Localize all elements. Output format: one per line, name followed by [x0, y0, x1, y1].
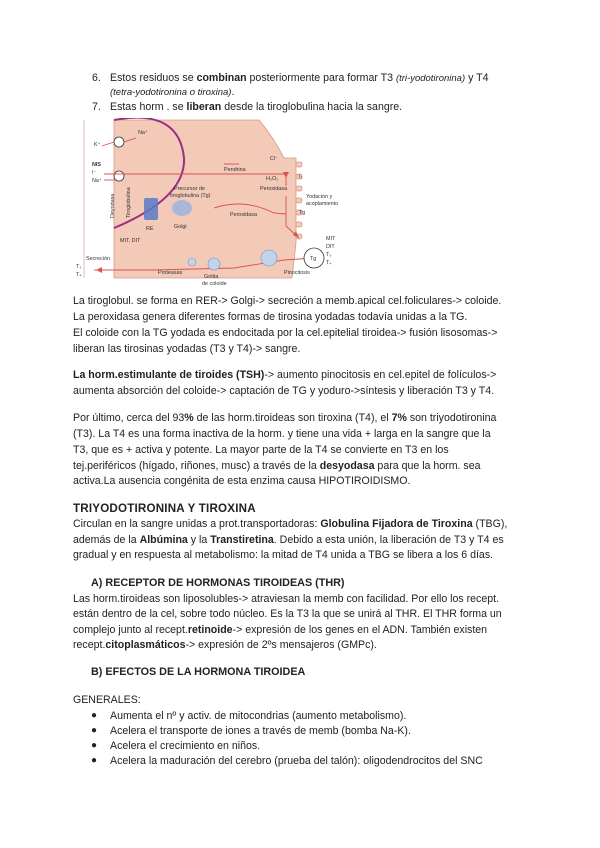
label-pendrina: Pendrina [224, 167, 246, 173]
label-acoplamiento: acoplamiento [306, 201, 339, 207]
bullet-icon: ● [91, 740, 98, 751]
label-golgi: Golgi [174, 224, 187, 230]
label-secrecion: Secreción [86, 256, 110, 262]
subsection-a-title: A) RECEPTOR DE HORMONAS TIROIDEAS (THR) [91, 577, 345, 589]
label-pinocitosis: Pinocitosis [284, 270, 310, 276]
section-line3: gradual y en respuesta al metabolismo: la mitad de T4 unida a TBG se libera a los 6 días. [73, 549, 494, 561]
section-line1: Circulan en la sangre unidas a prot.transportadoras: Globulina Fijadora de Tiroxina (TBG), [73, 518, 508, 530]
label-re: RE [146, 226, 154, 232]
na-k-pump-icon [114, 137, 124, 147]
label-mit: MIT [326, 236, 336, 242]
generales-label: GENERALES: [73, 694, 141, 706]
label-peroxidasa: Peroxidasa [260, 186, 287, 192]
section-title: TRIYODOTIRONINA Y TIROXINA [73, 502, 256, 515]
label-coloide: de coloide [202, 281, 227, 287]
para3-line5: activa.La ausencia congénita de esta enzima causa HIPOTIROIDISMO. [73, 475, 411, 487]
effect-item-2: Acelera el transporte de iones a través de memb (bomba Na-K). [110, 725, 411, 737]
label-t3: T₃ [76, 264, 82, 270]
effect-item-4: Acelera la maduración del cerebro (prueba del talón): oligodendrocitos del SNC [110, 755, 483, 767]
subsection-a-line3: complejo junto al recept.retinoide-> expresión de los genes en el ADN. También existen [73, 624, 488, 636]
para1-line1: La tiroglobul. se forma en RER-> Golgi-> secreción a memb.apical cel.foliculares-> coloide. [73, 295, 502, 307]
list-item-7: Estas horm . se liberan desde la tiroglobulina hacia la sangre. [110, 101, 403, 113]
re-organelle-icon [144, 198, 158, 220]
para3-line4: tej.periféricos (hígado, riñones, musc) a través de la desyodasa para que la horm. sea [73, 460, 481, 472]
label-t3-right: T₃ [326, 252, 332, 258]
label-mit-dit: MIT, DIT [120, 238, 141, 244]
thyroid-follicle-diagram [74, 118, 354, 290]
subsection-a-line2: están dentro de la cel, sobre todo núcleo. Es la T3 la que se unirá al THR. El THR forma un [73, 608, 502, 620]
para1-line4: liberan las tirosinas yodadas (T3 y T4)-> sangre. [73, 343, 301, 355]
label-precursor: Precursor de [174, 186, 205, 192]
label-t4-right: T₄ [326, 260, 332, 266]
effect-item-1: Aumenta el nº y activ. de mitocondrias (aumento metabolismo). [110, 710, 407, 722]
para3-line2: (T3). La T4 es una forma inactiva de la horm. y tiene una vida + larga en la sangre que la [73, 428, 491, 440]
section-line2: además de la Albúmina y la Transtiretina. Debido a esta unión, la liberación de T3 y T4 es [73, 534, 504, 546]
label-proteasas: Proteasas [158, 270, 183, 276]
para2-line1: La horm.estimulante de tiroides (TSH)-> aumento pinocitosis en cel.epitel de folículos-> [73, 369, 497, 381]
subsection-a-line4: recept.citoplasmáticos-> expresión de 2ºs mensajeros (GMPc). [73, 639, 377, 651]
label-na: Na⁺ [138, 130, 148, 136]
para3-line1: Por último, cerca del 93% de las horm.tiroideas son tiroxina (T4), el 7% son triyodotironina [73, 412, 497, 424]
list-item-6: Estos residuos se combinan posteriormente para formar T3 (tri-yodotironina) y T4 [110, 72, 489, 84]
list-number-7: 7. [92, 101, 101, 113]
label-na2: Na⁺ [92, 178, 102, 184]
label-nis: NIS [92, 162, 101, 168]
bullet-icon: ● [91, 755, 98, 766]
bullet-icon: ● [91, 725, 98, 736]
label-t4: T₄ [76, 272, 82, 278]
label-yodacion: Yodación y [306, 194, 333, 200]
label-deyodasa: Deyodasa [110, 193, 116, 218]
label-i2: I₂ [299, 174, 303, 180]
label-cl: Cl⁻ [270, 156, 278, 162]
list-item-6-continuation: (tetra-yodotironina o tiroxina). [110, 86, 235, 98]
bullet-icon: ● [91, 710, 98, 721]
label-tg: Tg [299, 210, 306, 216]
para3-line3: T3, que es + activa y potente. La mayor parte de la T4 se convierte en T3 en los [73, 444, 449, 456]
diagram-svg [74, 118, 354, 290]
label-peroxidasa2: Peroxidasa [230, 212, 257, 218]
para1-line3: El coloide con la TG yodada es endocitada por la cel.epitelial tiroidea-> fusión lisosomas-> [73, 327, 498, 339]
label-dit: DIT [326, 244, 335, 250]
golgi-organelle-icon [172, 200, 192, 216]
list-number-6: 6. [92, 72, 101, 84]
subsection-b-title: B) EFECTOS DE LA HORMONA TIROIDEA [91, 666, 306, 678]
label-gotita: Gotita [204, 274, 219, 280]
subsection-a-line1: Las horm.tiroideas son liposolubles-> atraviesan la memb con facilidad. Por ello los recept. [73, 593, 500, 605]
effect-item-3: Acelera el crecimiento en niños. [110, 740, 261, 752]
nis-transporter-icon [114, 171, 124, 181]
label-i: I⁻ [92, 170, 97, 176]
label-k: K⁺ [94, 142, 101, 148]
para1-line2: La peroxidasa genera diferentes formas de tirosina yodadas todavía unidas a la TG. [73, 311, 468, 323]
label-tiroglobulina-vertical: Tiroglobulina [126, 187, 132, 218]
label-h2o2: H₂O₂ [266, 176, 279, 182]
label-tiroglobulina: tiroglobulina (Tg) [170, 193, 211, 199]
para2-line2: aumenta absorción del coloide-> captación de TG y yoduro->síntesis y liberación T3 y T4. [73, 385, 495, 397]
label-tg-droplet: Tg [310, 256, 317, 262]
